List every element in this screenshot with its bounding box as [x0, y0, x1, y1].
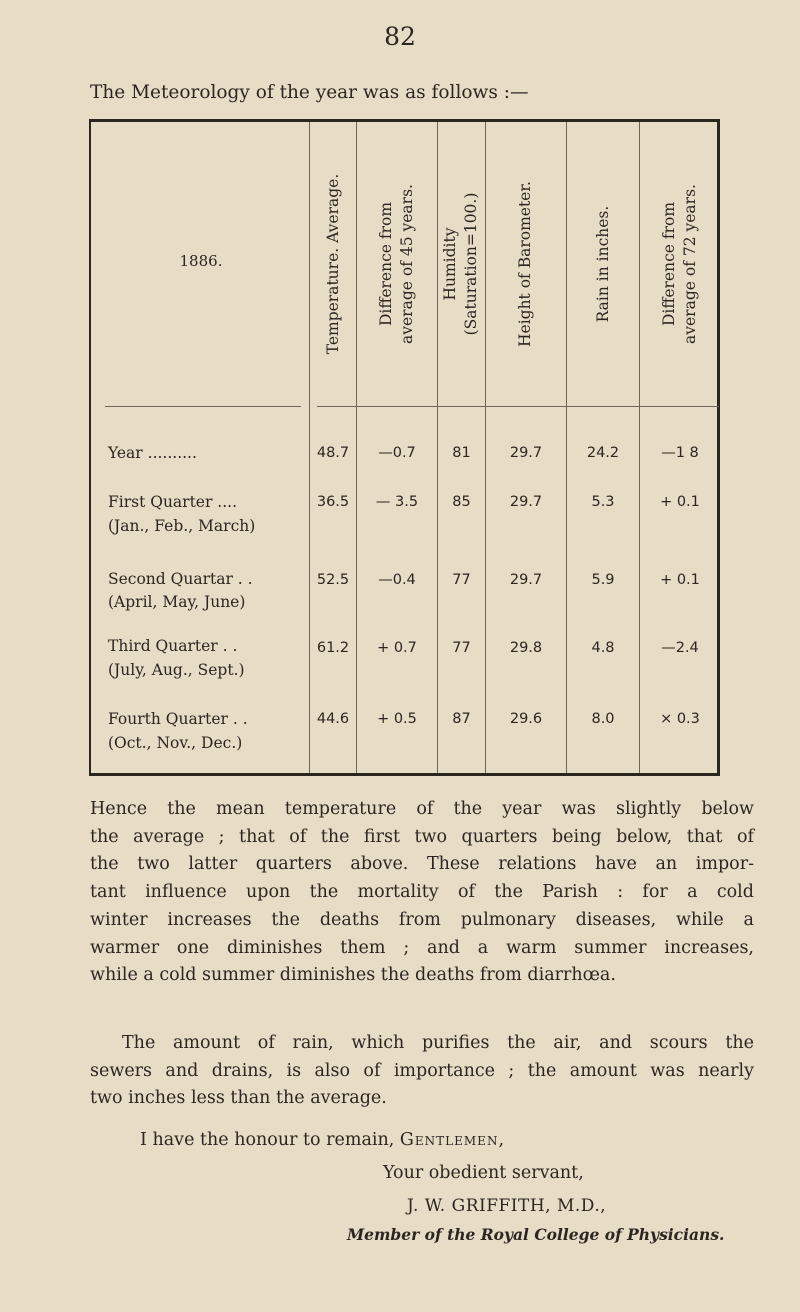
table-cell: — 3.5	[375, 494, 419, 510]
paragraph-line: sewers and drains, is also of importance ; the amount was nearly	[90, 1060, 754, 1081]
table-cell: 5.3	[591, 494, 615, 510]
table-cell: + 0.7	[377, 640, 417, 656]
row-sublabel-second-quarter: (April, May, June)	[108, 593, 246, 611]
table-cell: 77	[452, 640, 471, 656]
paragraph-line: the average ; that of the first two quarters being below, that of	[90, 826, 754, 847]
table-cell: + 0.1	[660, 494, 700, 510]
table-cell: 36.5	[316, 494, 350, 510]
table-cell: 8.0	[591, 711, 615, 727]
table-cell: + 0.1	[660, 572, 700, 588]
table-cell: 29.7	[509, 445, 543, 461]
row-sublabel-third-quarter: (July, Aug., Sept.)	[108, 661, 245, 679]
header-line: Height of Barometer.	[516, 181, 534, 347]
header-line: Temperature. Average.	[324, 173, 342, 355]
table-cell: 29.7	[509, 572, 543, 588]
intro-text: The Meteorology of the year was as follows :—	[90, 82, 529, 103]
table-cell: × 0.3	[660, 711, 700, 727]
row-label-year: Year ..........	[108, 444, 197, 462]
header-line: average of 72 years.	[681, 184, 699, 344]
row-sublabel-first-quarter: (Jan., Feb., March)	[108, 517, 256, 535]
table-cell: 61.2	[316, 640, 350, 656]
table-cell: 4.8	[591, 640, 615, 656]
row-label-second-quarter: Second Quartar . .	[108, 570, 253, 588]
meteorology-table	[89, 119, 720, 776]
paragraph-line: two inches less than the average.	[90, 1088, 387, 1109]
table-cell: 5.9	[591, 572, 615, 588]
table-cell: + 0.5	[377, 711, 417, 727]
row-sublabel-fourth-quarter: (Oct., Nov., Dec.)	[108, 734, 243, 752]
table-cell: 24.2	[586, 445, 620, 461]
paragraph-line: The amount of rain, which purifies the air, and scours the	[122, 1033, 754, 1053]
year-header: 1886.	[179, 252, 223, 270]
paragraph-line: warmer one diminishes them ; and a warm summer increases,	[90, 937, 754, 958]
paragraph-rain	[90, 1030, 754, 1113]
table-cell: 85	[452, 494, 471, 510]
header-line: Difference from	[377, 201, 395, 327]
row-label-first-quarter: First Quarter ....	[108, 493, 238, 511]
table-cell: 48.7	[316, 445, 350, 461]
header-line: Humidity	[441, 227, 459, 301]
header-line: Rain in inches.	[594, 205, 612, 323]
row-label-fourth-quarter: Fourth Quarter . .	[108, 710, 248, 728]
table-cell: 87	[452, 711, 471, 727]
table-cell: —0.4	[378, 572, 416, 588]
paragraph-line: winter increases the deaths from pulmonary diseases, while a	[90, 909, 754, 930]
header-rule	[317, 406, 719, 407]
valediction: Your obedient servant,	[383, 1163, 584, 1183]
closing-line	[140, 1130, 505, 1150]
row-label-third-quarter: Third Quarter . .	[108, 637, 238, 655]
table-cell: —2.4	[661, 640, 699, 656]
table-cell: 81	[452, 445, 471, 461]
table-cell: 29.7	[509, 494, 543, 510]
paragraph-line: Hence the mean temperature of the year was slightly below	[90, 799, 754, 819]
table-cell: 77	[452, 572, 471, 588]
closing-text: I have the honour to remain,	[140, 1130, 395, 1150]
page-number: 82	[384, 22, 416, 51]
paragraph-line: while a cold summer diminishes the deaths from diarrhœa.	[90, 965, 616, 986]
header-line: average of 45 years.	[398, 184, 416, 344]
paragraph-temperature	[90, 796, 754, 990]
table-cell: 52.5	[316, 572, 350, 588]
paragraph-line: the two latter quarters above. These relations have an impor-	[90, 854, 754, 875]
header-line: Difference from	[660, 201, 678, 327]
header-line: (Saturation=100.)	[462, 192, 480, 336]
signature-name: J. W. GRIFFITH, M.D.,	[407, 1196, 607, 1216]
table-cell: 29.6	[509, 711, 543, 727]
table-cell: 29.8	[509, 640, 543, 656]
table-cell: —1 8	[661, 445, 699, 461]
paragraph-line: tant influence upon the mortality of the Parish : for a cold	[90, 882, 754, 903]
signature-title: Member of the Royal College of Physicians.	[347, 1225, 725, 1244]
header-rule	[105, 406, 301, 407]
salutation: Gentlemen,	[399, 1130, 506, 1150]
table-cell: 44.6	[316, 711, 350, 727]
table-cell: —0.7	[378, 445, 416, 461]
